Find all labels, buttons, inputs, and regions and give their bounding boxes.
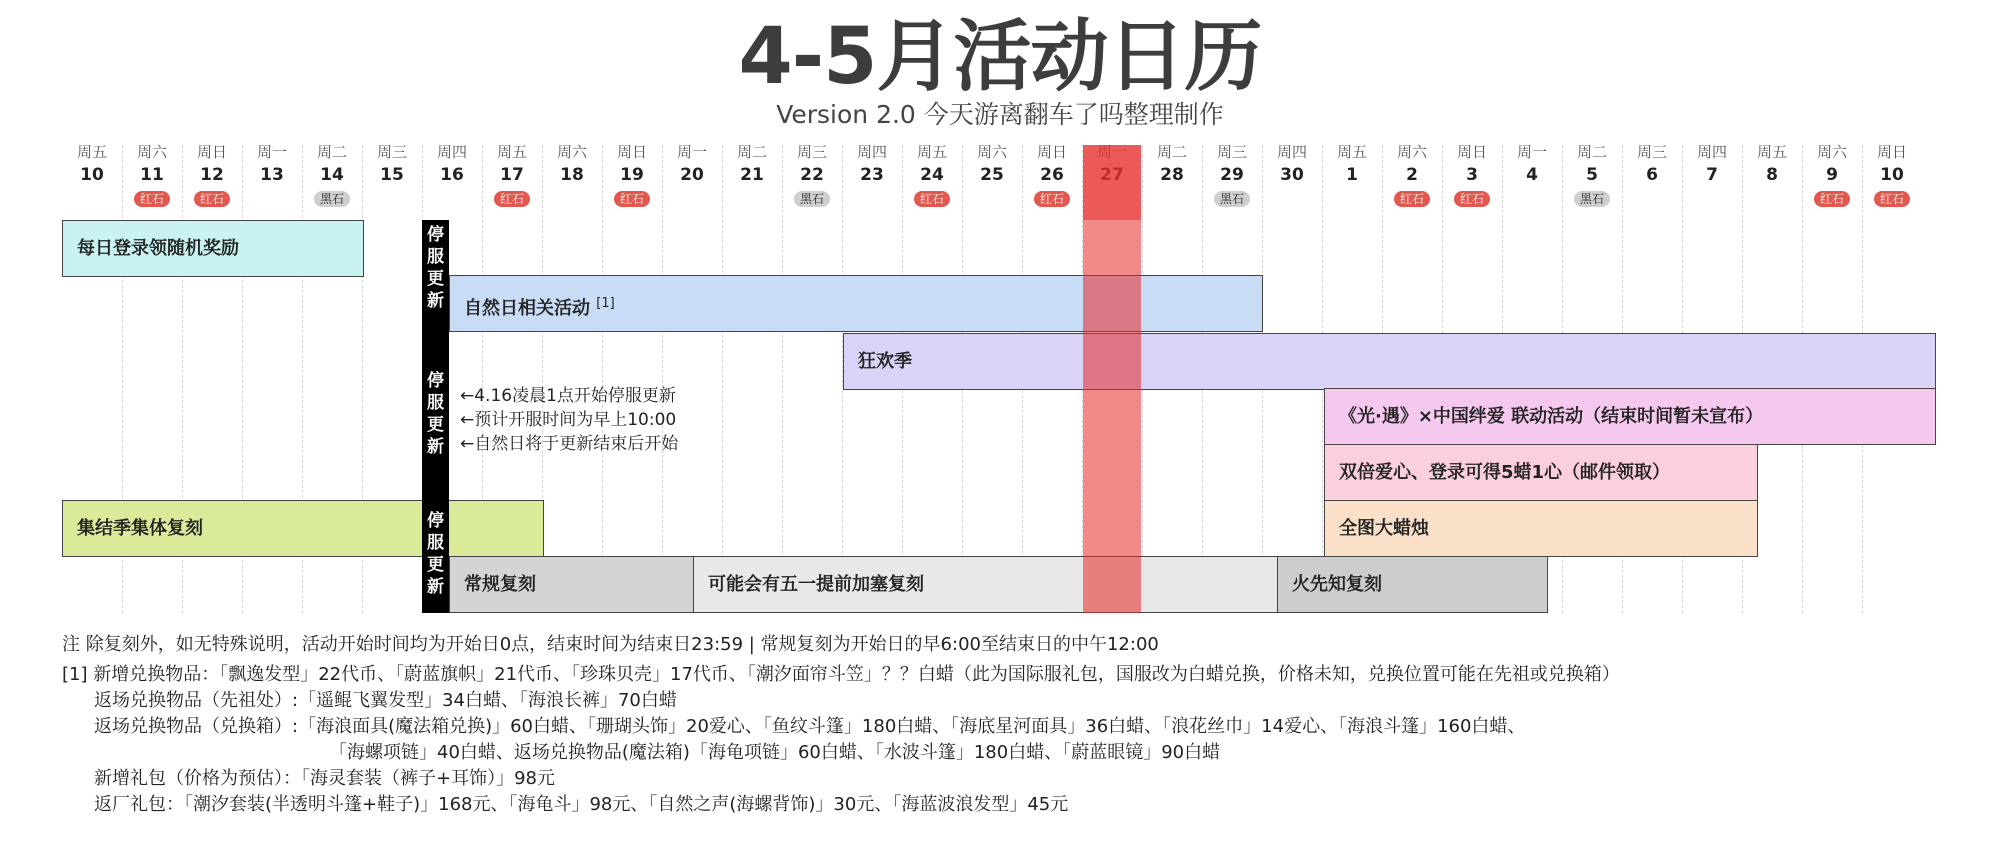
maintenance-note: ←预计开服时间为早上10:00: [460, 410, 677, 430]
bar-double-hearts: [1324, 444, 1758, 501]
day-of-week: 周二: [316, 143, 347, 161]
day-of-week: 周六: [976, 143, 1007, 161]
day-of-week: 周五: [1756, 143, 1787, 161]
day-number: 1: [1346, 165, 1358, 185]
day-of-week: 周六: [136, 143, 167, 161]
day-of-week: 周四: [856, 143, 887, 161]
day-column: [182, 142, 242, 207]
red-stone-badge: 红石: [134, 191, 170, 207]
today-highlight: [1083, 145, 1141, 613]
note-ref-line: [1] 新增兑换物品：「飘逸发型」22代币、「蔚蓝旗帜」21代币、「珍珠贝壳」17代币、「潮汐面帘斗笠」？？白蜡（此为国际服礼包，国服改为白蜡兑换，价格未知，兑换位置可能在先祖或兑换箱）: [62, 664, 1620, 685]
day-number: 9: [1826, 165, 1838, 185]
day-column: [62, 142, 122, 188]
day-column: [1262, 142, 1322, 188]
bar-big-candle: [1324, 500, 1758, 557]
bar-assembly-rerun-label: 集结季集体复刻: [77, 518, 203, 539]
day-number: 20: [680, 165, 704, 185]
maintenance-label-1: [422, 224, 449, 312]
day-number: 14: [320, 165, 344, 185]
black-stone-badge: 黑石: [1214, 191, 1250, 207]
day-column: [1562, 142, 1622, 207]
maintenance-label-2-text: 停 服 更 新: [427, 371, 444, 457]
day-of-week: 周六: [1816, 143, 1847, 161]
day-gridline: [782, 145, 783, 613]
day-column: [482, 142, 542, 207]
day-number: 29: [1220, 165, 1244, 185]
day-column: [362, 142, 422, 188]
day-gridline: [602, 145, 603, 613]
bar-daily-login-label: 每日登录领随机奖励: [77, 238, 239, 259]
day-number: 30: [1280, 165, 1304, 185]
day-of-week: 周五: [1336, 143, 1367, 161]
day-column: [782, 142, 842, 207]
maintenance-note: ←4.16凌晨1点开始停服更新: [460, 386, 676, 406]
day-column: [302, 142, 362, 207]
day-of-week: 周二: [1156, 143, 1187, 161]
day-column: [602, 142, 662, 207]
day-column: [1622, 142, 1682, 188]
red-stone-badge: 红石: [1454, 191, 1490, 207]
day-number: 2: [1406, 165, 1418, 185]
red-stone-badge: 红石: [614, 191, 650, 207]
day-number: 26: [1040, 165, 1064, 185]
day-number: 28: [1160, 165, 1184, 185]
note-return-ancestor: 返场兑换物品（先祖处）:「遥鲲飞翼发型」34白蜡、「海浪长裤」70白蜡: [94, 690, 677, 711]
day-column: [1802, 142, 1862, 207]
day-of-week: 周日: [616, 143, 647, 161]
day-number: 3: [1466, 165, 1478, 185]
page-subtitle: Version 2.0 今天游离翻车了吗整理制作: [776, 100, 1224, 129]
black-stone-badge: 黑石: [314, 191, 350, 207]
day-of-week: 周四: [1276, 143, 1307, 161]
day-column: [962, 142, 1022, 188]
day-column: [1862, 142, 1922, 207]
day-number: 10: [1880, 165, 1904, 185]
day-column: [1442, 142, 1502, 207]
day-number: 11: [140, 165, 164, 185]
bar-firefox-rerun: [1277, 556, 1548, 613]
bar-daily-login: [62, 220, 364, 277]
day-number: 6: [1646, 165, 1658, 185]
day-column: [1022, 142, 1082, 207]
maintenance-label-1-text: 停 服 更 新: [427, 225, 444, 311]
day-of-week: 周二: [736, 143, 767, 161]
bar-may-day-rerun: [693, 556, 1278, 613]
day-of-week: 周四: [1696, 143, 1727, 161]
day-number: 25: [980, 165, 1004, 185]
bar-collab-label: 《光·遇》×中国绊爱 联动活动（结束时间暂未宣布）: [1339, 406, 1764, 427]
day-number: 4: [1526, 165, 1538, 185]
day-number: 10: [80, 165, 104, 185]
day-number: 12: [200, 165, 224, 185]
day-of-week: 周一: [676, 143, 707, 161]
day-of-week: 周五: [916, 143, 947, 161]
day-of-week: 周三: [1636, 143, 1667, 161]
day-of-week: 周三: [796, 143, 827, 161]
bar-nature-day-label: 自然日相关活动: [464, 298, 590, 319]
red-stone-badge: 红石: [1034, 191, 1070, 207]
day-number: 7: [1706, 165, 1718, 185]
day-number: 24: [920, 165, 944, 185]
day-of-week: 周一: [256, 143, 287, 161]
day-column: [1202, 142, 1262, 207]
day-number: 16: [440, 165, 464, 185]
day-of-week: 周五: [76, 143, 107, 161]
day-of-week: 周日: [1876, 143, 1907, 161]
maintenance-label-2: [422, 370, 449, 458]
day-column: [1742, 142, 1802, 188]
black-stone-badge: 黑石: [794, 191, 830, 207]
note-new-pack: 新增礼包（价格为预估）：「海灵套装（裤子+耳饰）」98元: [94, 768, 555, 789]
bar-carnival: [843, 333, 1936, 390]
day-column: [842, 142, 902, 188]
day-of-week: 周四: [436, 143, 467, 161]
day-column: [1502, 142, 1562, 188]
day-column: [242, 142, 302, 188]
day-number: 8: [1766, 165, 1778, 185]
day-number: 17: [500, 165, 524, 185]
day-of-week: 周日: [196, 143, 227, 161]
bar-nature-day-ref: [1]: [596, 296, 615, 311]
day-number: 22: [800, 165, 824, 185]
day-of-week: 周三: [1216, 143, 1247, 161]
bar-assembly-rerun: [62, 500, 544, 557]
day-gridline: [722, 145, 723, 613]
bar-regular-rerun: [449, 556, 694, 613]
day-column: [722, 142, 782, 188]
day-of-week: 周一: [1516, 143, 1547, 161]
bar-big-candle-label: 全图大蜡烛: [1339, 518, 1429, 539]
note-return-box-1: 返场兑换物品（兑换箱）:「海浪面具(魔法箱兑换)」60白蜡、「珊瑚头饰」20爱心、「鱼纹斗篷」180白蜡、「海底星河面具」36白蜡、「浪花丝巾」14爱心、「海浪斗篷」160白蜡、: [94, 716, 1526, 737]
maintenance-note: ←自然日将于更新结束后开始: [460, 434, 679, 454]
day-of-week: 周六: [1396, 143, 1427, 161]
day-number: 15: [380, 165, 404, 185]
day-column: [1142, 142, 1202, 188]
day-gridline: [662, 145, 663, 613]
day-column: [1682, 142, 1742, 188]
day-of-week: 周六: [556, 143, 587, 161]
day-column: [662, 142, 722, 188]
notes-section: [62, 632, 1620, 818]
bar-may-day-rerun-label: 可能会有五一提前加塞复刻: [708, 574, 924, 595]
day-column: [542, 142, 602, 188]
note-return-box-2: 「海螺项链」40白蜡、返场兑换物品(魔法箱)「海龟项链」60白蜡、「水波斗篷」180白蜡、「蔚蓝眼镜」90白蜡: [329, 742, 1221, 763]
red-stone-badge: 红石: [1394, 191, 1430, 207]
day-number: 19: [620, 165, 644, 185]
day-of-week: 周五: [496, 143, 527, 161]
bar-carnival-label: 狂欢季: [858, 351, 912, 372]
bar-double-hearts-label: 双倍爱心、登录可得5蜡1心（邮件领取）: [1339, 462, 1671, 483]
maintenance-label-3-text: 停 服 更 新: [427, 511, 444, 597]
day-column: [1382, 142, 1442, 207]
day-of-week: 周日: [1456, 143, 1487, 161]
day-number: 23: [860, 165, 884, 185]
red-stone-badge: 红石: [194, 191, 230, 207]
day-of-week: 周三: [376, 143, 407, 161]
red-stone-badge: 红石: [914, 191, 950, 207]
day-number: 5: [1586, 165, 1598, 185]
day-column: [1322, 142, 1382, 188]
red-stone-badge: 红石: [1874, 191, 1910, 207]
maintenance-notes: [460, 384, 678, 456]
day-of-week: 周二: [1576, 143, 1607, 161]
page-title: 4-5月活动日历: [738, 12, 1262, 102]
bar-collab: [1324, 388, 1936, 445]
maintenance-label-3: [422, 510, 449, 598]
day-number: 18: [560, 165, 584, 185]
day-column: [122, 142, 182, 207]
bar-firefox-rerun-label: 火先知复刻: [1292, 574, 1382, 595]
red-stone-badge: 红石: [494, 191, 530, 207]
note-return-pack: 返厂礼包：「潮汐套装(半透明斗篷+鞋子)」168元、「海龟斗」98元、「自然之声(海螺背饰)」30元、「海蓝波浪发型」45元: [94, 794, 1069, 815]
black-stone-badge: 黑石: [1574, 191, 1610, 207]
day-column: [902, 142, 962, 207]
note-line: 注 除复刻外，如无特殊说明，活动开始时间均为开始日0点，结束时间为结束日23:59 | 常规复刻为开始日的早6:00至结束日的中午12:00: [62, 634, 1159, 655]
day-of-week: 周日: [1036, 143, 1067, 161]
red-stone-badge: 红石: [1814, 191, 1850, 207]
day-number: 21: [740, 165, 764, 185]
day-column: [422, 142, 482, 188]
day-number: 13: [260, 165, 284, 185]
bar-regular-rerun-label: 常规复刻: [464, 574, 536, 595]
